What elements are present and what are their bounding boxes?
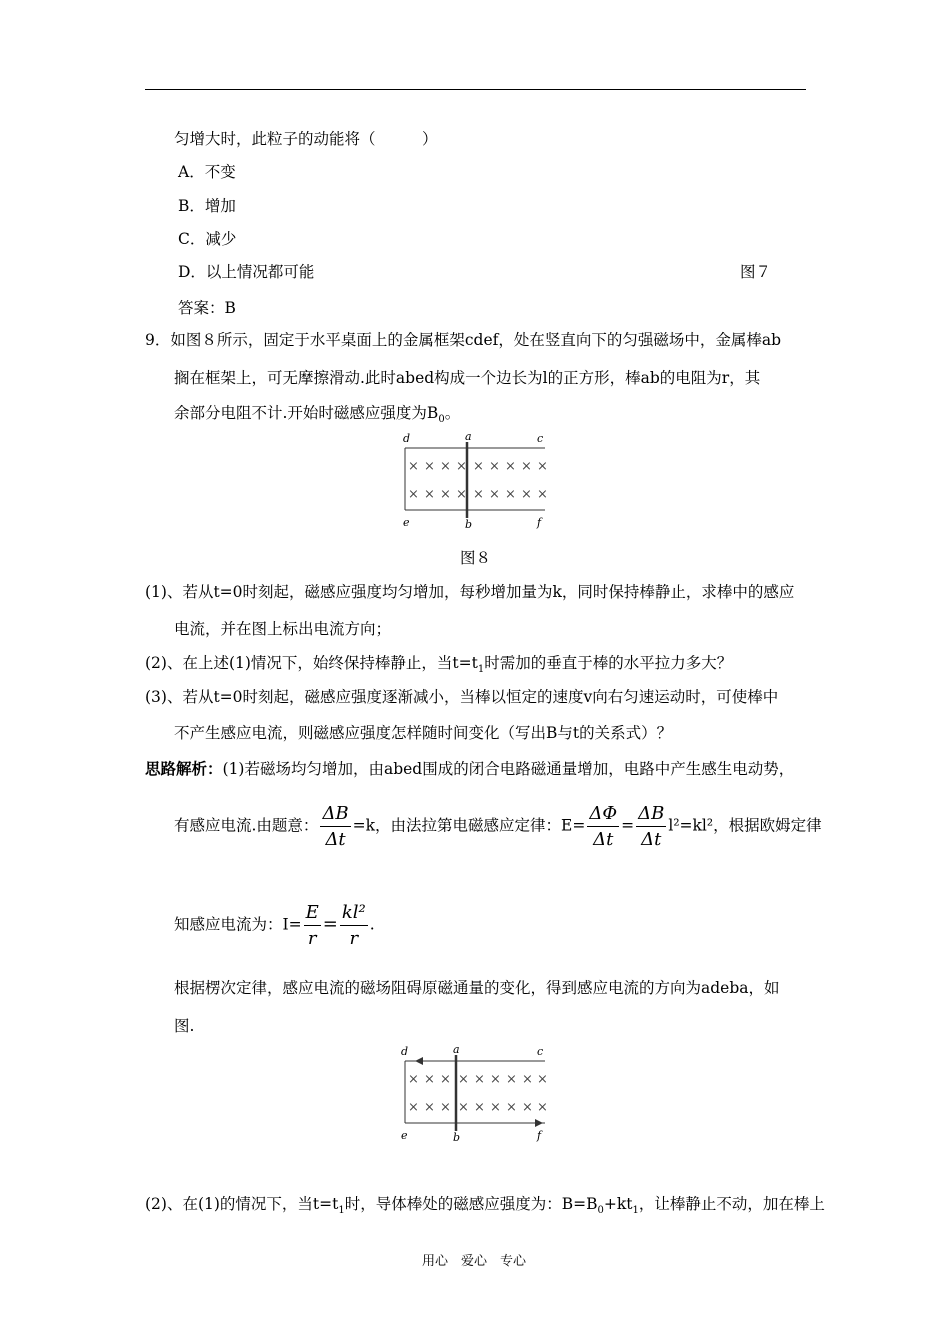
svg-text:×: × — [489, 487, 500, 502]
q8-option-b: B．增加 — [178, 197, 236, 215]
q9-line-3: 余部分电阻不计.开始时磁感应强度为$B_0$。 — [174, 404, 461, 426]
svg-text:×: × — [474, 1072, 485, 1087]
page-footer: 用心 爱心 专心 — [422, 1254, 527, 1269]
label-f-2: f — [537, 1129, 542, 1142]
solution-line-4: 根据楞次定律，感应电流的磁场阻碍原磁通量的变化，得到感应电流的方向为adeba，如 — [174, 979, 780, 997]
fraction-dPhi-dt: $\frac{\Delta\Phi}{\Delta t}$ — [589, 803, 618, 850]
solution-line-3: 知感应电流为：I= $\frac{E}{r}$ = $\frac{\text{kl²}}{r}$ . — [174, 902, 375, 949]
solution-line-2: 有感应电流.由题意： $\frac{\Delta B}{\Delta t}$ =k，由法拉第电磁感应定律：E= $\frac{\Delta\Phi}{\Delta t}$ = $\frac{\Delta B}{\Delta t}$ l²=kl²，根据欧姆定律 — [174, 803, 822, 850]
svg-text:×: × — [521, 459, 532, 474]
fraction-kl2-r: $\frac{\text{kl²}}{r}$ — [341, 902, 366, 949]
solution-heading: 思路解析： — [145, 759, 223, 778]
label-a: a — [465, 430, 472, 443]
q9-sub1-line-2: 电流，并在图上标出电流方向； — [174, 620, 392, 638]
figure-8-diagram — [395, 430, 555, 532]
q9-sub3-line-1: (3)、若从t=0时刻起，磁感应强度逐渐减小，当棒以恒定的速度v向右匀速运动时，可使棒中 — [145, 688, 779, 706]
svg-text:×: × — [537, 487, 548, 502]
svg-text:×: × — [408, 487, 419, 502]
svg-text:×: × — [522, 1072, 533, 1087]
svg-text:×: × — [440, 487, 451, 502]
label-c: c — [537, 432, 544, 445]
svg-text:×: × — [424, 1072, 435, 1087]
q8-answer: 答案：B — [178, 299, 236, 317]
fraction-dB-dt-1: $\frac{\Delta B}{\Delta t}$ — [322, 803, 349, 850]
solution-line-5: 图. — [174, 1017, 195, 1035]
svg-text:×: × — [408, 1072, 419, 1087]
svg-text:×: × — [424, 459, 435, 474]
fraction-dB-dt-2: $\frac{\Delta B}{\Delta t}$ — [638, 803, 665, 850]
svg-text:×: × — [505, 459, 516, 474]
label-d: d — [403, 432, 411, 445]
svg-text:×: × — [456, 459, 467, 474]
figure-7-label: 图７ — [740, 263, 772, 281]
svg-text:×: × — [522, 1100, 533, 1115]
label-e: e — [403, 516, 410, 529]
svg-text:×: × — [440, 1100, 451, 1115]
arrow-right-icon — [535, 1119, 543, 1127]
svg-text:×: × — [537, 1072, 548, 1087]
svg-text:×: × — [474, 1100, 485, 1115]
label-b: b — [465, 518, 473, 531]
figure-current-direction — [395, 1043, 555, 1145]
label-f: f — [537, 516, 542, 529]
svg-text:×: × — [424, 1100, 435, 1115]
svg-text:×: × — [490, 1072, 501, 1087]
svg-text:×: × — [408, 459, 419, 474]
label-d-2: d — [401, 1045, 409, 1058]
svg-text:×: × — [506, 1072, 517, 1087]
svg-text:×: × — [506, 1100, 517, 1115]
svg-text:×: × — [456, 487, 467, 502]
svg-text:×: × — [458, 1072, 469, 1087]
figure-8-caption: 图８ — [460, 549, 492, 567]
label-a-2: a — [453, 1043, 460, 1056]
svg-text:×: × — [489, 459, 500, 474]
q9-sub3-line-2: 不产生感应电流，则磁感应强度怎样随时间变化（写出B与t的关系式）？ — [174, 724, 673, 742]
field-crosses-1 — [408, 459, 548, 502]
svg-text:×: × — [458, 1100, 469, 1115]
q8-option-c: C．减少 — [178, 230, 237, 248]
label-c-2: c — [537, 1045, 544, 1058]
svg-text:×: × — [505, 487, 516, 502]
q9-line-1: 9．如图８所示，固定于水平桌面上的金属框架cdef，处在竖直向下的匀强磁场中，金属棒ab — [145, 331, 782, 349]
header-rule — [145, 89, 806, 90]
field-crosses-2 — [408, 1072, 548, 1115]
svg-text:×: × — [537, 1100, 548, 1115]
solution-line-1: 思路解析：(1)若磁场均匀增加，由abed围成的闭合电路磁通量增加，电路中产生感生电动势， — [145, 759, 795, 778]
label-e-2: e — [401, 1129, 408, 1142]
svg-text:×: × — [490, 1100, 501, 1115]
svg-text:×: × — [440, 1072, 451, 1087]
q9-sub2: (2)、在上述(1)情况下，始终保持棒静止，当$t=t_1$时需加的垂直于棒的水平拉力多大？ — [145, 654, 733, 676]
fraction-E-r: $\frac{E}{r}$ — [305, 902, 319, 949]
q9-sub1-line-1: (1)、若从t=0时刻起，磁感应强度均匀增加，每秒增加量为k，同时保持棒静止，求棒中的感应 — [145, 583, 795, 601]
q8-stem-tail: 匀增大时，此粒子的动能将（ ） — [174, 130, 438, 148]
q8-option-d: D．以上情况都可能 — [178, 263, 315, 281]
svg-text:×: × — [473, 487, 484, 502]
q8-option-a: A．不变 — [178, 163, 236, 181]
svg-text:×: × — [521, 487, 532, 502]
solution-line-6: (2)、在(1)的情况下，当$t=t_1$时，导体棒处的磁感应强度为：$B=B_0+kt_1$，让棒静止不动，加在棒上 — [145, 1195, 825, 1217]
current-arrow-left-icon — [415, 1057, 423, 1065]
svg-text:×: × — [424, 487, 435, 502]
svg-text:×: × — [408, 1100, 419, 1115]
q9-line-2: 搁在框架上，可无摩擦滑动.此时abed构成一个边长为l的正方形，棒ab的电阻为r，其 — [174, 369, 761, 387]
label-b-2: b — [453, 1131, 461, 1144]
svg-text:×: × — [537, 459, 548, 474]
svg-text:×: × — [440, 459, 451, 474]
svg-text:×: × — [473, 459, 484, 474]
